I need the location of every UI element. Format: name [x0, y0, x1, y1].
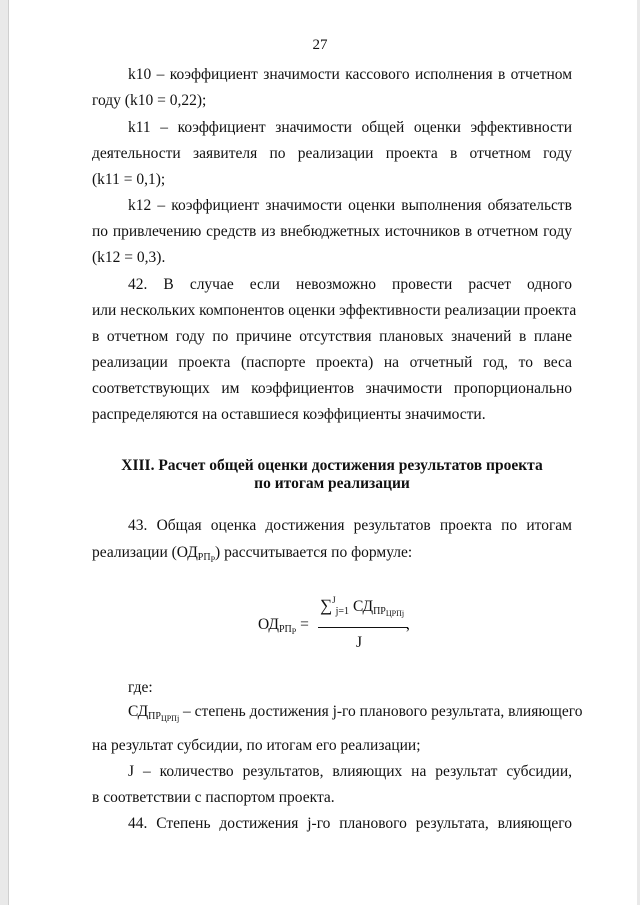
- p43-line-1: 43. Общая оценка достижения результатов проекта по итогам: [128, 517, 572, 534]
- k12-text-line-1: k12 – коэффициент значимости оценки выполнения обязательств: [128, 197, 572, 214]
- formula-denominator: J: [356, 634, 363, 651]
- formula-comma: ,: [406, 616, 410, 633]
- k10-text-line-2: году (k10 = 0,22);: [92, 92, 207, 109]
- p42-line-3: в отчетном году по причине отсутствия плановых значений в плане: [92, 328, 572, 345]
- p42-line-2: или нескольких компонентов оценки эффективности реализации проекта: [92, 302, 577, 319]
- page-number: 27: [312, 37, 328, 53]
- formula-lhs: $ОД_{РПР}$ =: [258, 616, 309, 636]
- definition-sd-line-1: $СД_{ПРЦРПj}$ – степень достижения j-го планового результата, влияющего: [128, 703, 583, 723]
- definition-sd-line-2: на результат субсидии, по итогам его реализации;: [92, 737, 421, 754]
- k11-text-line-1: k11 – коэффициент значимости общей оценки эффективности: [128, 119, 572, 136]
- k10-text-line-1: k10 – коэффициент значимости кассового исполнения в отчетном: [128, 66, 572, 83]
- formula-numerator: ∑$^J_{j=1}$ $СД_{ПРЦРПj}$: [320, 595, 405, 618]
- definition-j-line-1: J – количество результатов, влияющих на результат субсидии,: [128, 763, 572, 780]
- p42-line-1: 42. В случае если невозможно провести расчет одного: [128, 276, 572, 293]
- p42-line-6: распределяются на оставшиеся коэффициенты значимости.: [92, 406, 486, 423]
- k12-text-line-2: по привлечению средств из внебюджетных источников в отчетном году: [92, 223, 572, 240]
- k11-text-line-2: деятельности заявителя по реализации проекта в отчетном году: [92, 145, 572, 162]
- k12-text-line-3: (k12 = 0,3).: [92, 249, 166, 266]
- p43-line-2: реализации $(ОД_{РПР})$ рассчитывается по формуле:: [92, 544, 413, 564]
- section-heading-line-1: XIII. Расчет общей оценки достижения результатов проекта: [121, 457, 543, 474]
- p42-line-5: соответствующих им коэффициентов значимости пропорционально: [92, 380, 572, 397]
- p44-line-1: 44. Степень достижения j-го планового результата, влияющего: [128, 815, 572, 832]
- k11-text-line-3: (k11 = 0,1);: [92, 171, 166, 188]
- p42-line-4: реализации проекта (паспорте проекта) на отчетный год, то веса: [92, 354, 572, 371]
- fraction-bar: [318, 627, 408, 628]
- section-heading-line-2: по итогам реализации: [254, 475, 410, 492]
- definition-j-line-2: в соответствии с паспортом проекта.: [92, 789, 335, 806]
- formula-od: [258, 594, 438, 654]
- where-label: где:: [128, 679, 153, 696]
